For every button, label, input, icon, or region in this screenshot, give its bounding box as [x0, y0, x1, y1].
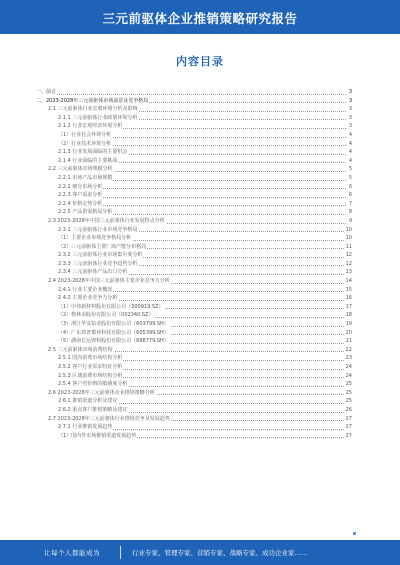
toc-entry-text: 2.1.1 三元前驱体行业政策环境分析 — [58, 114, 138, 121]
toc-entry-page: 4 — [348, 157, 352, 164]
toc-entry[interactable] — [36, 423, 352, 432]
toc-entry-text: 2.7.1 行业推销发展趋势 — [58, 424, 113, 431]
toc-entry-text: 2.2.3 客户需求分析 — [58, 192, 103, 199]
toc-entry[interactable] — [36, 251, 352, 260]
toc-entry[interactable] — [36, 234, 352, 243]
toc-entry-text: 2.1.2 行业宏观经济环境分析 — [58, 123, 123, 130]
toc-entry-text: 一、前言 — [36, 89, 57, 95]
footer-slogan: 让每个人都能成为 — [44, 549, 100, 557]
toc-entry-page: 16 — [345, 295, 352, 302]
toc-entry-page: 4 — [348, 131, 352, 138]
toc-entry-text: 2.5.2 客户行业需求特征分析 — [58, 364, 123, 370]
toc-entry[interactable] — [36, 165, 352, 174]
toc-entry-text: 2.6.2 重点客户推销策略及建议 — [58, 406, 128, 413]
toc-entry-page: 20 — [345, 329, 352, 336]
toc-entry[interactable] — [36, 157, 352, 166]
toc-entry-text: 2.4 2023-2028年中国三元前驱体主要企业竞争力分析 — [48, 278, 170, 285]
toc-entry-text: 2.5 三元前驱体市场消费结构 — [48, 346, 113, 353]
toc-entry[interactable] — [36, 277, 352, 286]
table-of-contents — [36, 88, 352, 440]
decorative-square — [353, 532, 356, 535]
toc-entry-text: （4）广东邦普循环科技有限公司（605399.SH） — [58, 329, 169, 336]
toc-entry-page: 12 — [345, 260, 352, 267]
toc-entry-page: 25 — [345, 389, 352, 396]
toc-entry-page: 3 — [348, 114, 352, 121]
toc-entry[interactable] — [36, 294, 352, 303]
toc-entry-page: 15 — [345, 286, 352, 293]
toc-entry-text: 2.1.3 行业发展面临的主要机会 — [58, 149, 128, 156]
toc-entry-text: （5）湖南长远锂科股份有限公司（688779.SH） — [58, 338, 169, 345]
toc-entry-text: （1）国内外市场推销渠道发展趋势 — [58, 432, 137, 439]
toc-entry[interactable] — [36, 88, 352, 97]
toc-entry[interactable] — [36, 174, 352, 183]
document-footer — [0, 540, 400, 565]
toc-entry-page: 24 — [345, 364, 352, 370]
toc-entry-page: 3 — [348, 89, 352, 95]
toc-entry[interactable] — [36, 363, 352, 372]
toc-entry-text: （2）格林美股份有限公司（002340.SZ） — [58, 312, 154, 319]
toc-entry-page: 27 — [345, 415, 352, 422]
toc-entry[interactable] — [36, 311, 352, 320]
toc-entry-page: 4 — [348, 149, 352, 156]
toc-entry-page: 19 — [345, 321, 352, 328]
toc-entry-text: 2.2 三元前驱体市场规模分析 — [48, 166, 113, 173]
toc-entry-text: 2.1 三元前驱体行业宏观环境分析及影响 — [48, 106, 138, 113]
toc-entry[interactable] — [36, 329, 352, 338]
toc-entry[interactable] — [36, 191, 352, 200]
toc-entry[interactable] — [36, 286, 352, 295]
footer-tagline: 行业专家、管理专家、营销专家、战略专家、成功企业家…… — [132, 549, 308, 557]
toc-entry-page: 11 — [345, 243, 352, 250]
toc-entry-page: 3 — [348, 97, 352, 104]
document-header — [0, 0, 400, 34]
toc-entry[interactable] — [36, 346, 352, 355]
toc-entry-page: 5 — [348, 174, 352, 181]
toc-entry[interactable] — [36, 140, 352, 149]
toc-entry-page: 4 — [348, 140, 352, 147]
toc-entry-text: （1）主要企业市场竞争格局分析 — [58, 235, 132, 242]
toc-entry[interactable] — [36, 389, 352, 398]
toc-entry-text: 2.1.4 行业面临的主要挑战 — [58, 157, 118, 164]
toc-entry[interactable] — [36, 337, 352, 346]
toc-heading: 内容目录 — [176, 55, 224, 68]
toc-entry[interactable] — [36, 303, 352, 312]
toc-entry-text: （1）中伟新材料股份有限公司（300919.SZ） — [58, 303, 164, 310]
toc-entry-page: 25 — [345, 398, 352, 405]
toc-entry[interactable] — [36, 97, 352, 106]
toc-entry-page: 6 — [348, 183, 352, 190]
toc-entry-page: 3 — [348, 106, 352, 113]
toc-entry-page: 24 — [345, 372, 352, 379]
toc-entry-page: 6 — [348, 192, 352, 199]
toc-entry[interactable] — [36, 114, 352, 123]
toc-entry-page: 22 — [345, 346, 352, 353]
toc-entry[interactable] — [36, 183, 352, 192]
toc-entry-text: 2.3.4 三元前驱体产品出口分析 — [58, 269, 128, 276]
toc-entry-page: 14 — [345, 278, 352, 285]
toc-entry-page: 25 — [345, 381, 352, 388]
toc-entry[interactable] — [36, 122, 352, 131]
toc-entry[interactable] — [36, 397, 352, 406]
toc-entry[interactable] — [36, 406, 352, 415]
toc-entry-page: 10 — [345, 226, 352, 233]
toc-entry-text: 2.4.1 行业主要企业概况 — [58, 286, 113, 293]
toc-entry-page: 13 — [345, 269, 352, 276]
toc-entry-page: 7 — [348, 200, 352, 207]
toc-entry-text: 2.6.1 推销渠道分析及建议 — [58, 398, 118, 405]
toc-entry[interactable] — [36, 105, 352, 114]
toc-entry-page: 26 — [345, 406, 352, 413]
toc-entry-page: 23 — [345, 355, 352, 362]
toc-entry-text: 2.2.5 产品供需格局分析 — [58, 209, 113, 216]
toc-entry-text: 2.7 2023-2028年三元前驱体行业推销竞争及发展趋势 — [48, 415, 170, 422]
toc-entry-text: 2.3.1 三元前驱体行业市场竞争格局 — [58, 226, 138, 233]
toc-entry[interactable] — [36, 208, 352, 217]
toc-entry-page: 27 — [345, 432, 352, 439]
toc-leader-dots — [36, 94, 346, 95]
toc-entry-text: 2.3.2 三元前驱体行业市场集中度分析 — [58, 252, 143, 259]
toc-entry-text: 2.2.1 市场产品市场规模 — [58, 174, 113, 181]
toc-entry[interactable] — [36, 268, 352, 277]
toc-entry-text: 二、2023-2028年三元前驱体市场前景及竞争格局 — [36, 97, 149, 104]
toc-entry[interactable] — [36, 380, 352, 389]
toc-entry[interactable] — [36, 354, 352, 363]
toc-entry-text: 2.6 2023-2028年三元前驱体企业推销策略分析 — [48, 389, 155, 396]
toc-entry-text: 2.5.4 客户对价格的敏感度分析 — [58, 381, 128, 388]
toc-entry[interactable] — [36, 131, 352, 140]
footer-divider — [120, 546, 121, 559]
toc-entry-page: 10 — [345, 235, 352, 242]
toc-entry-page: 18 — [345, 312, 352, 319]
toc-entry-page: 5 — [348, 166, 352, 173]
toc-entry[interactable] — [36, 372, 352, 381]
toc-entry-text: 2.2.2 细分市场分析 — [58, 183, 103, 190]
toc-entry-text: 2.3 2023-2028年中国三元前驱体行业发展特点分析 — [48, 217, 165, 224]
toc-entry[interactable] — [36, 200, 352, 209]
toc-entry-text: 2.2.4 价格走势分析 — [58, 200, 103, 207]
toc-entry-page: 9 — [348, 217, 352, 224]
toc-entry-page: 21 — [345, 338, 352, 345]
toc-entry-text: （1）行业社会环境分析 — [58, 131, 112, 138]
toc-entry-text: 2.5.3 区域消费市场结构分析 — [58, 372, 123, 379]
report-title: 三元前驱体企业推销策略研究报告 — [102, 11, 298, 26]
toc-entry[interactable] — [36, 415, 352, 424]
toc-entry[interactable] — [36, 226, 352, 235]
toc-entry-page: 27 — [345, 424, 352, 431]
toc-entry[interactable] — [36, 148, 352, 157]
toc-entry-text: （2）行业技术环境分析 — [58, 140, 112, 147]
toc-entry-text: 2.4.2 主要企业竞争力分析 — [58, 295, 118, 302]
toc-entry-text: （3）浙江华友钴业股份有限公司（603799.SH） — [58, 321, 169, 328]
toc-entry-page: 12 — [345, 252, 352, 259]
toc-entry-page: 8 — [348, 209, 352, 216]
toc-entry-page: 17 — [345, 303, 352, 310]
toc-entry-text: 2.3.3 三元前驱体行业竞争趋势分析 — [58, 260, 138, 267]
toc-entry-page: 3 — [348, 123, 352, 130]
toc-entry[interactable] — [36, 217, 352, 226]
toc-entry[interactable] — [36, 243, 352, 252]
toc-entry[interactable] — [36, 432, 352, 441]
toc-entry-text: 2.5.1 国内消费市场结构分析 — [58, 355, 123, 362]
toc-entry[interactable] — [36, 260, 352, 269]
toc-entry-text: （2）三元前驱体主要厂商产能分布格局 — [58, 243, 147, 250]
toc-entry[interactable] — [36, 320, 352, 329]
